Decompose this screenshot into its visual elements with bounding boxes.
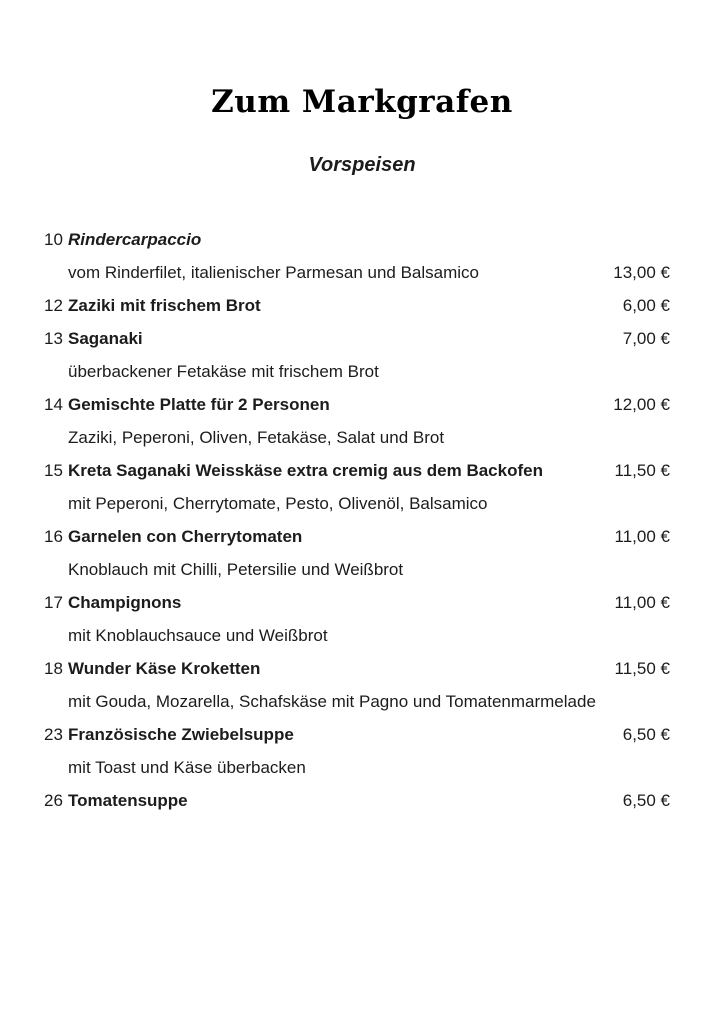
- item-description: mit Toast und Käse überbacken: [68, 758, 306, 777]
- menu-item: [44, 652, 670, 718]
- item-name: Champignons: [68, 593, 182, 612]
- item-number: 23: [44, 725, 63, 744]
- menu-item: [44, 454, 670, 520]
- item-number: 14: [44, 395, 63, 414]
- item-desc-row: [44, 256, 670, 289]
- item-price: 12,00 €: [613, 395, 670, 414]
- item-price: 7,00 €: [622, 329, 670, 348]
- item-title-row: [44, 784, 670, 817]
- item-desc-row: [44, 619, 670, 652]
- menu-item: [44, 223, 670, 289]
- item-description: überbackener Fetakäse mit frischem Brot: [68, 362, 379, 381]
- item-number: 26: [44, 791, 63, 810]
- item-title-row: [44, 454, 670, 487]
- item-description: mit Gouda, Mozarella, Schafskäse mit Pagno und Tomatenmarmelade: [68, 692, 596, 711]
- item-price: 6,00 €: [622, 296, 670, 315]
- item-description: Knoblauch mit Chilli, Petersilie und Weißbrot: [68, 560, 404, 579]
- item-name: Saganaki: [68, 329, 143, 348]
- item-title-row: [44, 652, 670, 685]
- item-number: 10: [44, 230, 63, 249]
- menu-items: [0, 223, 724, 817]
- item-title-row: [44, 586, 670, 619]
- menu-item: [44, 322, 670, 388]
- restaurant-title: Zum Markgrafen: [211, 84, 513, 120]
- item-number: 16: [44, 527, 63, 546]
- item-price: 11,50 €: [614, 659, 670, 678]
- item-desc-row: [44, 751, 670, 784]
- item-name: Wunder Käse Kroketten: [68, 659, 261, 678]
- item-title-row: [44, 322, 670, 355]
- menu-item: [44, 784, 670, 817]
- item-desc-row: [44, 355, 670, 388]
- item-description: mit Peperoni, Cherrytomate, Pesto, Olivenöl, Balsamico: [68, 494, 488, 513]
- item-number: 12: [44, 296, 63, 315]
- item-desc-row: [44, 487, 670, 520]
- item-desc-row: [44, 421, 670, 454]
- item-price: 13,00 €: [613, 263, 670, 282]
- item-price: 11,00 €: [614, 527, 670, 546]
- item-desc-row: [44, 553, 670, 586]
- item-description: vom Rinderfilet, italienischer Parmesan und Balsamico: [68, 263, 480, 282]
- item-price: 11,00 €: [614, 593, 670, 612]
- item-price: 6,50 €: [622, 791, 670, 810]
- item-name: Garnelen con Cherrytomaten: [68, 527, 303, 546]
- menu-item: [44, 718, 670, 784]
- item-number: 17: [44, 593, 63, 612]
- item-title-row: [44, 718, 670, 751]
- item-price: 6,50 €: [622, 725, 670, 744]
- item-name: Tomatensuppe: [68, 791, 188, 810]
- item-title-row: [44, 388, 670, 421]
- item-number: 15: [44, 461, 63, 480]
- item-desc-row: [44, 685, 670, 718]
- menu-item: [44, 586, 670, 652]
- item-name: Kreta Saganaki Weisskäse extra cremig aus dem Backofen: [68, 461, 543, 480]
- item-name: Rindercarpaccio: [68, 230, 202, 249]
- item-name: Zaziki mit frischem Brot: [68, 296, 261, 315]
- menu-item: [44, 520, 670, 586]
- item-number: 13: [44, 329, 63, 348]
- item-title-row: [44, 289, 670, 322]
- menu-item: [44, 388, 670, 454]
- menu-item: [44, 289, 670, 322]
- item-description: mit Knoblauchsauce und Weißbrot: [68, 626, 328, 645]
- item-name: Gemischte Platte für 2 Personen: [68, 395, 330, 414]
- item-price: 11,50 €: [614, 461, 670, 480]
- section-title: Vorspeisen: [308, 154, 416, 176]
- item-name: Französische Zwiebelsuppe: [68, 725, 294, 744]
- item-title-row: [44, 223, 670, 256]
- item-title-row: [44, 520, 670, 553]
- item-number: 18: [44, 659, 63, 678]
- item-description: Zaziki, Peperoni, Oliven, Fetakäse, Salat und Brot: [68, 428, 445, 447]
